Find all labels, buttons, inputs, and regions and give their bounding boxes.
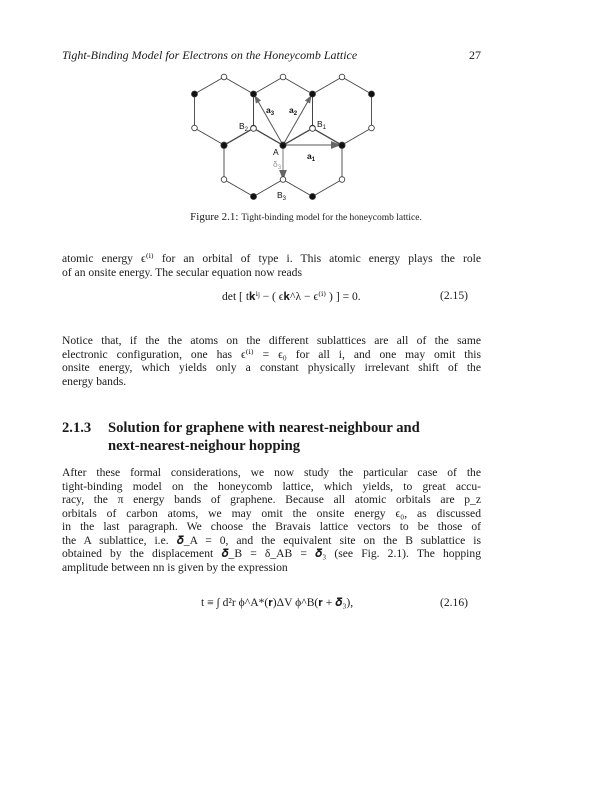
text-line: atomic energy ϵ⁽ⁱ⁾ for an orbital of type i. This atomic energy plays the role [62, 252, 481, 265]
sublattice-a-site [221, 143, 227, 149]
sublattice-b-site [280, 177, 286, 183]
sublattice-a-site [251, 194, 257, 200]
text-line: Notice that, if the the atoms on the different sublattices are all of the same [62, 334, 481, 347]
text-line: obtained by the displacement 𝜹_B = δ_AB = 𝜹₃ (see Fig. 2.1). The hopping [62, 547, 481, 560]
sublattice-b-site [221, 177, 227, 183]
sublattice-a-site [310, 194, 316, 200]
text-line: orbitals of carbon atoms, we may omit the onsite energy ϵ₀, as discussed [62, 506, 481, 520]
text-line: energy bands. [62, 374, 127, 388]
equation-2-16: t ≡ ∫ d²r ϕ^A*(𝐫)ΔV ϕ^B(𝐫 + 𝜹₃), [201, 596, 354, 609]
caption-label: Figure 2.1: [190, 211, 239, 223]
section-number: 2.1.3 [62, 420, 92, 436]
hexagon [195, 77, 254, 145]
sublattice-b-site [221, 74, 227, 80]
paragraph-3 [62, 466, 481, 574]
equation-number-2-15: (2.15) [440, 289, 469, 302]
sublattice-a-site [339, 143, 345, 149]
honeycomb-lattice-figure [0, 0, 612, 215]
page-number: 27 [469, 48, 481, 62]
text-line: electronic configuration, one has ϵ⁽ⁱ⁾ = ϵ₀ for all i, and one may omit this [62, 347, 481, 361]
section-heading [62, 419, 420, 455]
sublattice-b-site [339, 74, 345, 80]
a1-label: $a_1$ [307, 151, 316, 163]
delta3-label: $\delta_3$ [273, 159, 282, 171]
sublattice-b-site [369, 125, 375, 131]
text-line: the A sublattice, i.e. 𝜹_A = 0, and the equivalent site on the B sublattice is [62, 533, 481, 547]
paragraph-1 [62, 252, 481, 279]
sublattice-b-site [251, 126, 257, 132]
running-title: Tight-Binding Model for Electrons on the Honeycomb Lattice [62, 48, 358, 62]
sublattice-a-site [369, 91, 375, 97]
text-line: of an onsite energy. The secular equation now reads [62, 265, 302, 279]
sublattice-b-site [280, 74, 286, 80]
text-line: in the last paragraph. We choose the Bravais lattice vectors to be those of [62, 520, 481, 533]
sublattice-b-site [339, 177, 345, 183]
equation-number-2-16: (2.16) [440, 596, 469, 609]
sublattice-a-site [280, 143, 286, 149]
text-line: onsite energy, which yields only a constant physically irrelevant shift of the [62, 361, 481, 374]
text-line: racy, the π energy bands of graphene. Because all atomic orbitals are p_z [62, 493, 481, 506]
equation-2-15: det [ t𝐤ⁱʲ − ( ϵ𝐤^λ − ϵ⁽ⁱ⁾ ) ] = 0. [222, 290, 361, 303]
text-line: tight-binding model on the honeycomb lattice, which yields, to great accu- [62, 479, 481, 493]
text-line: amplitude between nn is given by the expression [62, 560, 288, 574]
section-title-line1: Solution for graphene with nearest-neighbour and [108, 420, 420, 436]
a2-label: $a_2$ [289, 105, 298, 117]
sublattice-a-site [192, 91, 198, 97]
hexagon [313, 77, 372, 145]
b3-label: $B_3$ [277, 190, 287, 202]
sublattice-b-site [310, 126, 316, 132]
sublattice-a-site [251, 91, 257, 97]
sublattice-a-site [310, 91, 316, 97]
caption-text: Tight-binding model for the honeycomb lattice. [241, 213, 422, 223]
section-title-line2: next-nearest-neighour hopping [108, 438, 301, 454]
figure-caption [0, 211, 612, 223]
b2-label: $B_2$ [239, 121, 249, 133]
sublattice-b-site [192, 125, 198, 131]
a3-label: $a_3$ [266, 105, 275, 117]
lattice-sites [192, 74, 375, 199]
b1-label: $B_1$ [317, 119, 327, 131]
a-label: A [273, 147, 279, 157]
text-line: After these formal considerations, we now study the particular case of the [62, 466, 481, 479]
paragraph-2 [62, 334, 481, 388]
hexagon [254, 77, 313, 145]
